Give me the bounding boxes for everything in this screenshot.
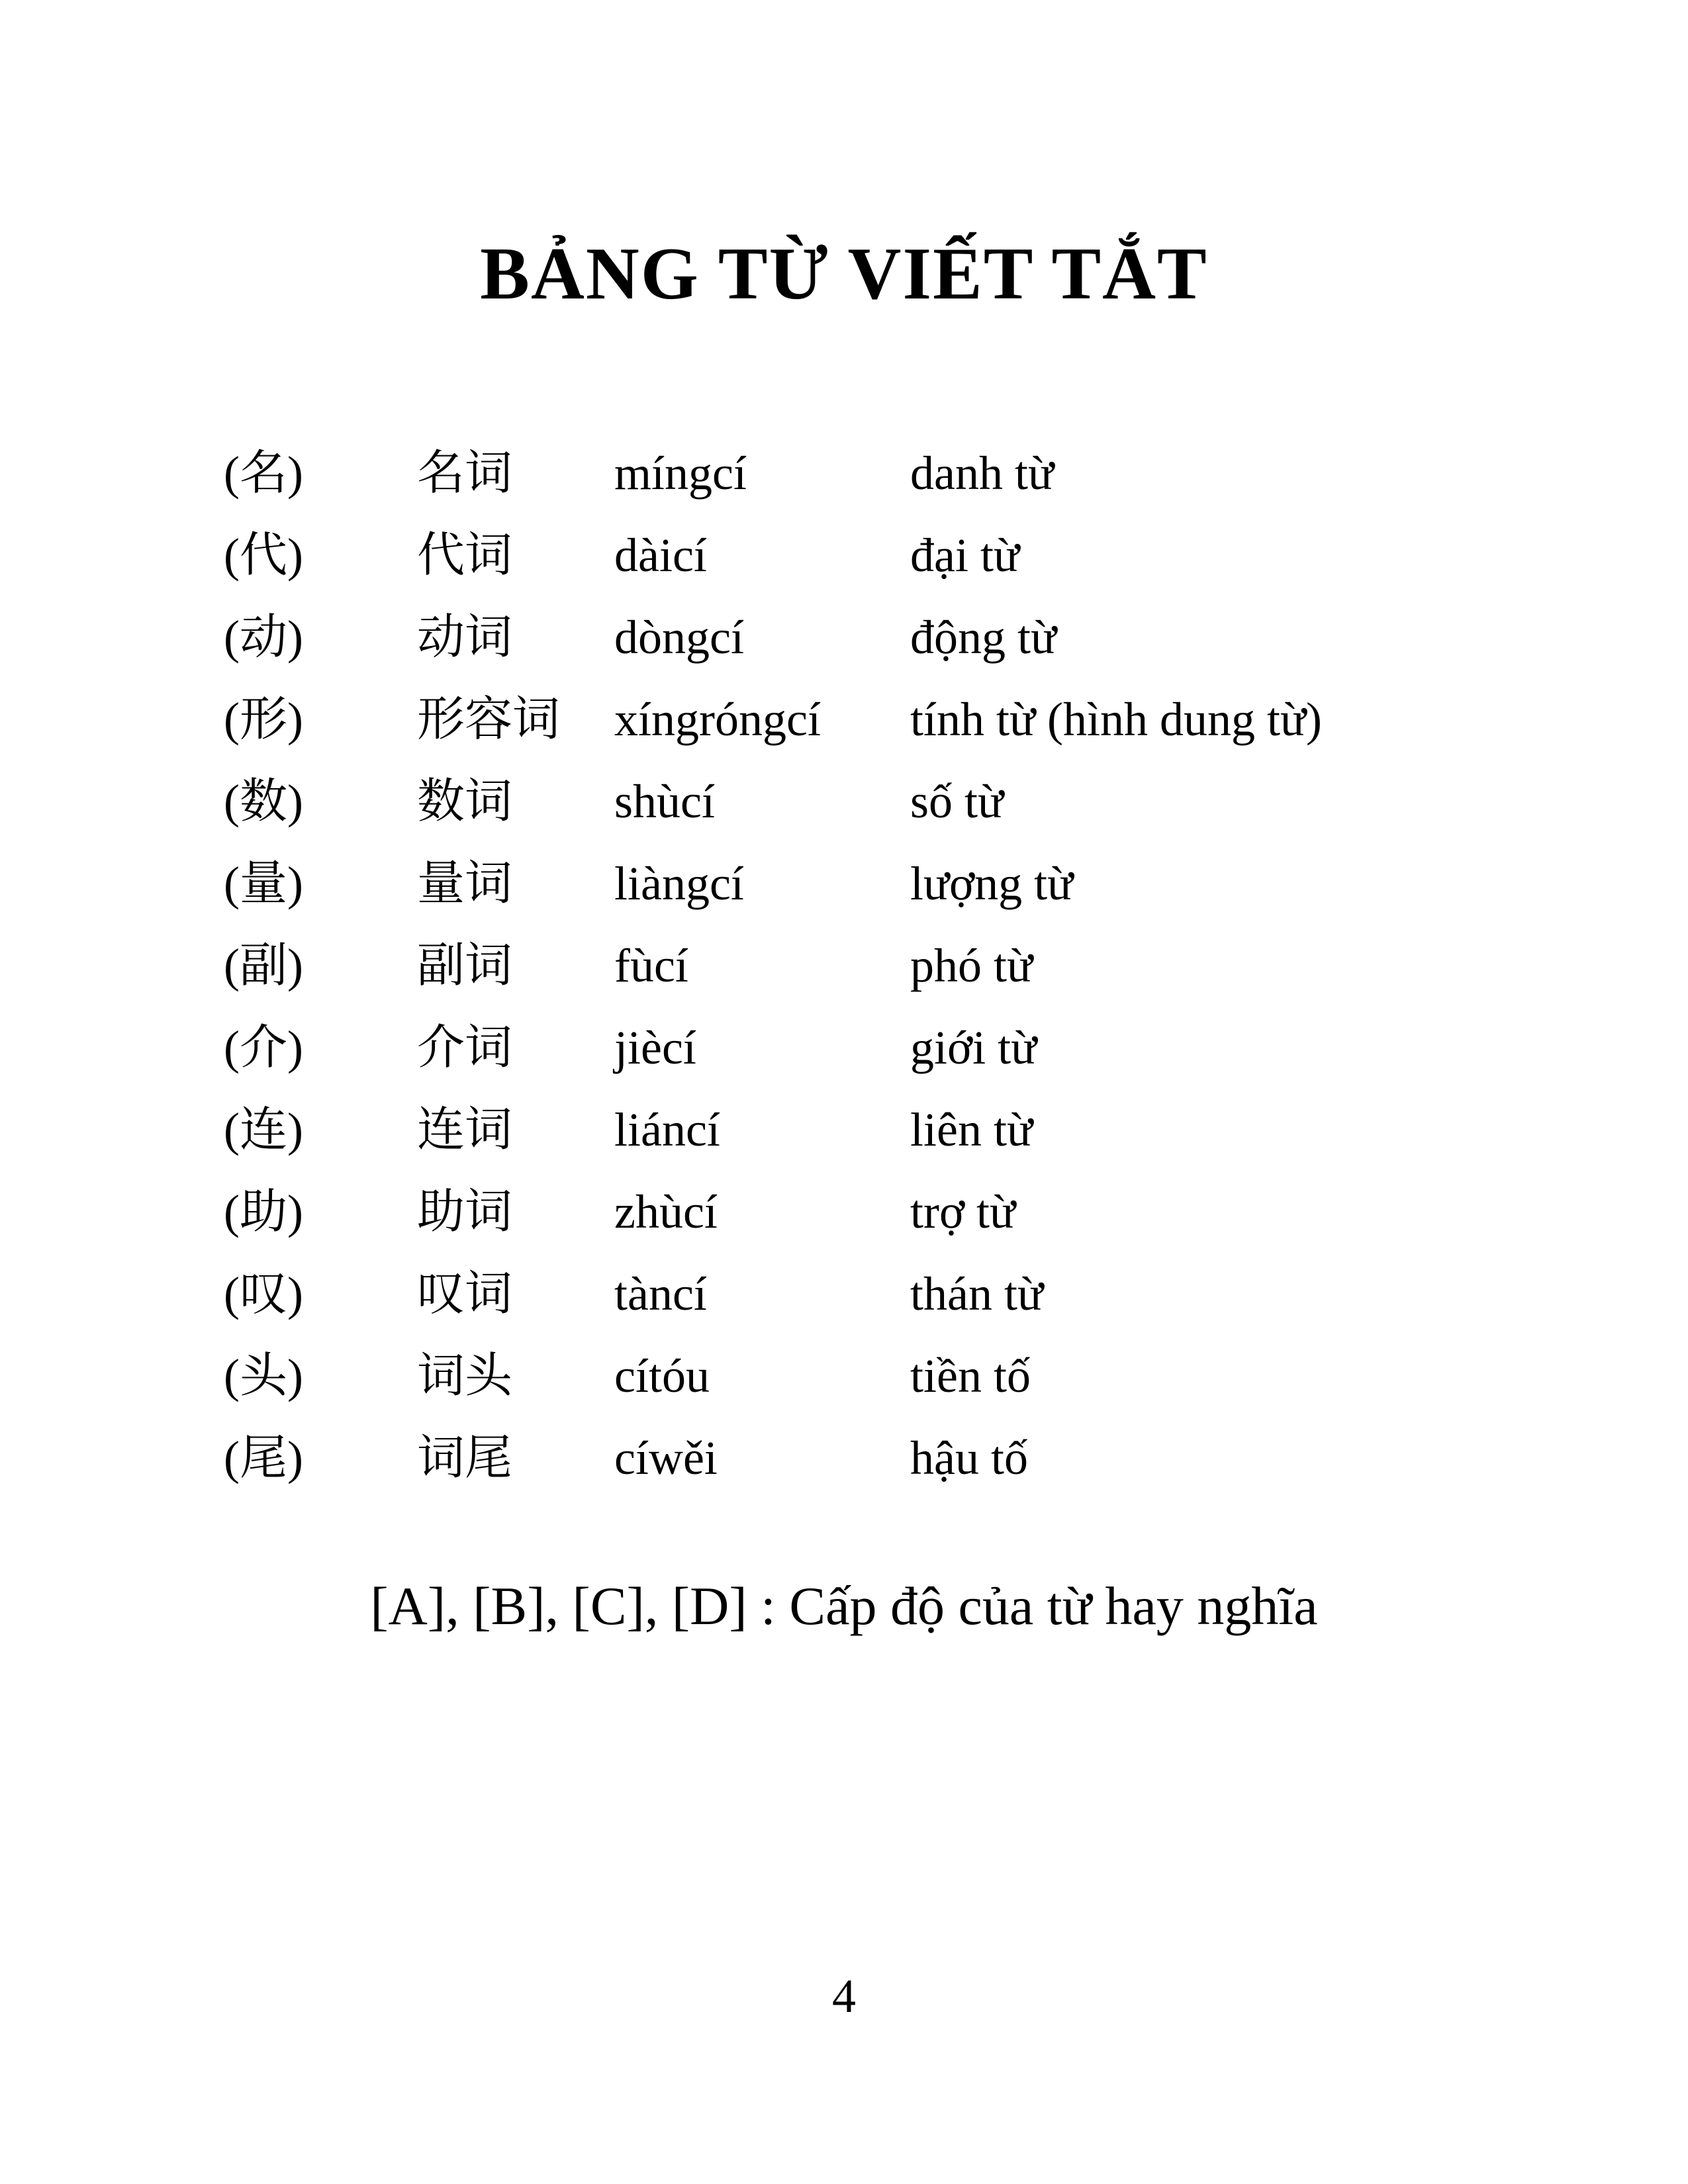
chinese-term: 量词	[417, 857, 513, 910]
vietnamese-meaning: lượng từ	[910, 857, 1074, 910]
abbreviation: (代)	[224, 529, 303, 582]
table-row	[0, 1343, 1523, 1425]
table-row	[0, 1179, 1523, 1261]
table-row	[0, 1425, 1523, 1507]
pinyin: míngcí	[614, 447, 747, 500]
abbreviation: (助)	[224, 1185, 303, 1238]
chinese-term: 副词	[417, 939, 513, 992]
vietnamese-meaning: thán từ	[910, 1267, 1043, 1320]
chinese-term: 连词	[417, 1103, 513, 1156]
pinyin: shùcí	[614, 775, 715, 828]
abbreviation: (连)	[224, 1103, 303, 1156]
abbreviation: (数)	[224, 775, 303, 828]
chinese-term: 介词	[417, 1021, 513, 1074]
pinyin: cíwěi	[614, 1432, 718, 1484]
pinyin: xíngróngcí	[614, 693, 821, 746]
vietnamese-meaning: liên từ	[910, 1103, 1033, 1156]
vietnamese-meaning: tính từ (hình dung từ)	[910, 693, 1323, 746]
chinese-term: 词头	[417, 1349, 513, 1402]
pinyin: dàicí	[614, 529, 707, 582]
abbreviation: (量)	[224, 857, 303, 910]
pinyin: dòngcí	[614, 611, 744, 664]
table-row	[0, 522, 1523, 604]
abbreviation: (名)	[224, 447, 303, 500]
vietnamese-meaning: danh từ	[910, 447, 1054, 500]
table-row	[0, 1261, 1523, 1343]
table-row	[0, 850, 1523, 933]
abbreviation: (尾)	[224, 1432, 303, 1484]
abbreviation: (叹)	[224, 1267, 303, 1320]
abbreviation: (形)	[224, 693, 303, 746]
table-row	[0, 440, 1523, 522]
abbreviation: (动)	[224, 611, 303, 664]
table-row	[0, 686, 1523, 768]
chinese-term: 名词	[417, 447, 513, 500]
abbreviation: (介)	[224, 1021, 303, 1074]
vietnamese-meaning: giới từ	[910, 1021, 1037, 1074]
pinyin: jiècí	[614, 1021, 696, 1074]
abbreviation: (头)	[224, 1349, 303, 1402]
vietnamese-meaning: tiền tố	[910, 1349, 1031, 1402]
chinese-term: 词尾	[417, 1432, 513, 1484]
page-number: 4	[832, 1970, 856, 2023]
vietnamese-meaning: số từ	[910, 775, 1004, 828]
pinyin: fùcí	[614, 939, 688, 992]
pinyin: cítóu	[614, 1349, 710, 1402]
level-note: [A], [B], [C], [D] : Cấp độ của từ hay nghĩa	[370, 1576, 1318, 1636]
table-row	[0, 933, 1523, 1015]
vietnamese-meaning: phó từ	[910, 939, 1033, 992]
table-row	[0, 1097, 1523, 1179]
chinese-term: 数词	[417, 775, 513, 828]
vietnamese-meaning: trợ từ	[910, 1185, 1016, 1238]
vietnamese-meaning: động từ	[910, 611, 1057, 664]
pinyin: zhùcí	[614, 1185, 718, 1238]
chinese-term: 形容词	[417, 693, 561, 746]
chinese-term: 助词	[417, 1185, 513, 1238]
pinyin: liáncí	[614, 1103, 720, 1156]
chinese-term: 代词	[417, 529, 513, 582]
table-row	[0, 768, 1523, 850]
page-title: BẢNG TỪ VIẾT TẮT	[480, 233, 1208, 315]
chinese-term: 叹词	[417, 1267, 513, 1320]
vietnamese-meaning: đại từ	[910, 529, 1019, 582]
pinyin: tàncí	[614, 1267, 707, 1320]
table-row	[0, 604, 1523, 686]
pinyin: liàngcí	[614, 857, 744, 910]
abbreviation: (副)	[224, 939, 303, 992]
vietnamese-meaning: hậu tố	[910, 1432, 1028, 1484]
table-row	[0, 1015, 1523, 1097]
chinese-term: 动词	[417, 611, 513, 664]
